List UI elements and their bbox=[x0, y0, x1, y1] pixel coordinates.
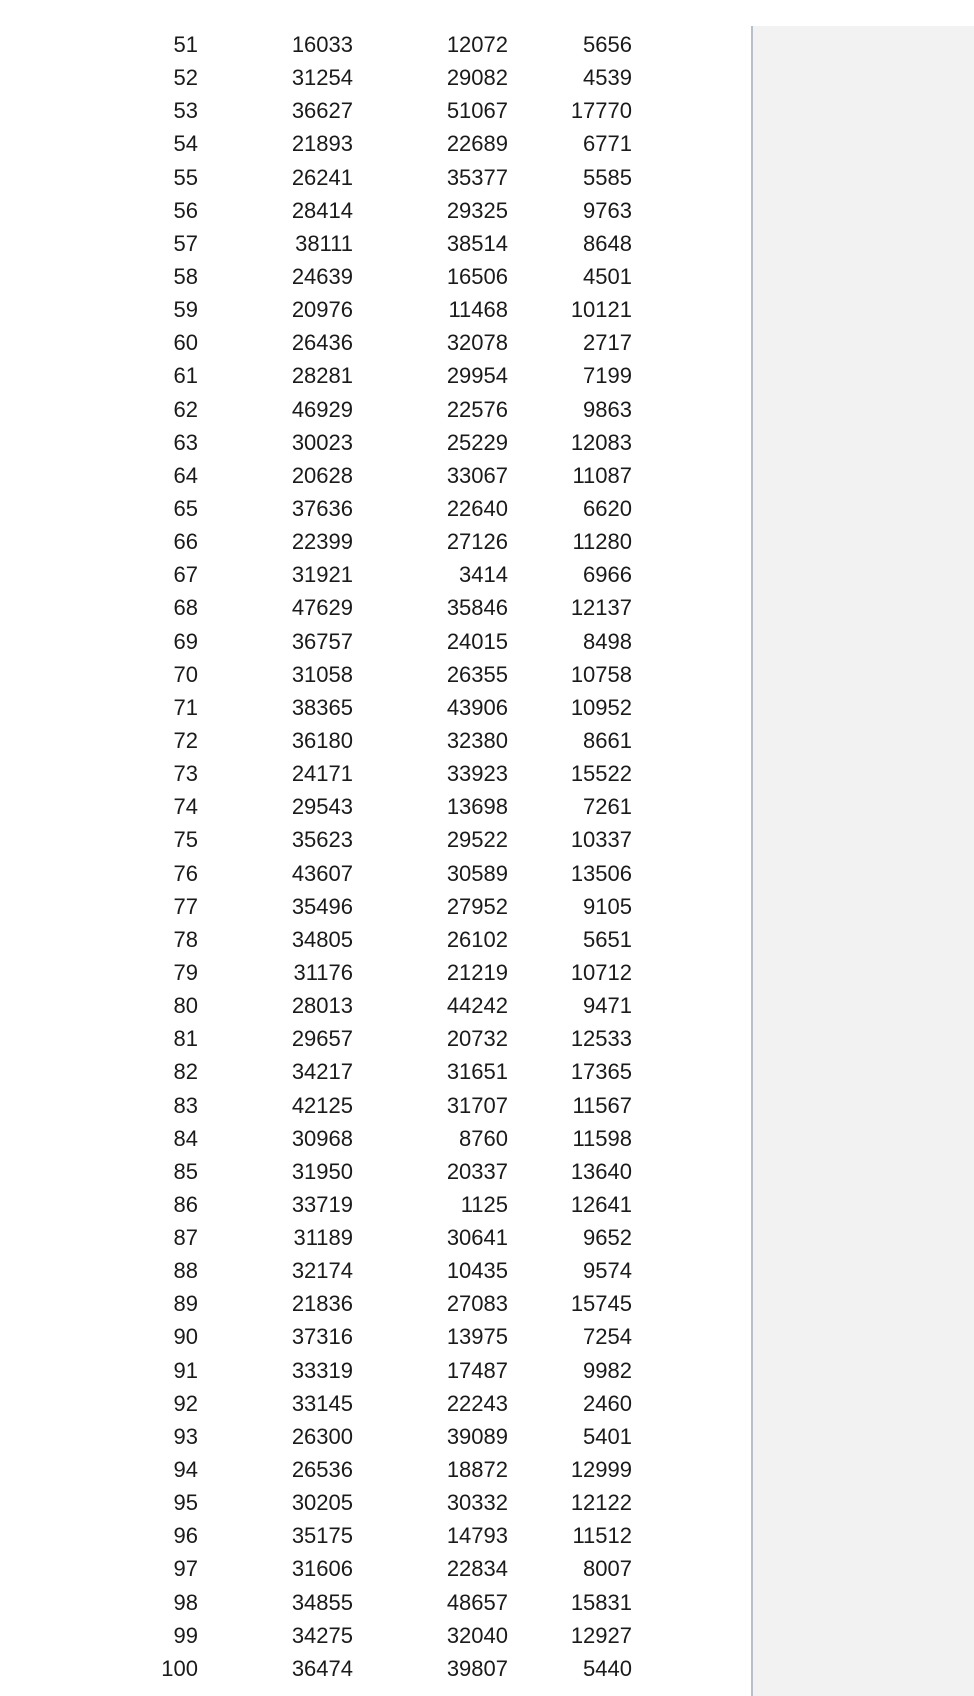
value-cell-2: 32078 bbox=[446, 330, 508, 356]
value-cell-1: 37316 bbox=[291, 1324, 353, 1350]
value-cell-3: 10337 bbox=[570, 827, 632, 853]
row-number-cell: 62 bbox=[173, 396, 198, 422]
value-cell-2: 11468 bbox=[448, 297, 508, 323]
row-number-cell: 90 bbox=[173, 1324, 198, 1350]
table-row bbox=[0, 724, 750, 757]
table-row bbox=[0, 393, 750, 426]
value-cell-3: 8007 bbox=[583, 1556, 632, 1582]
value-cell-2: 14793 bbox=[446, 1523, 508, 1549]
table-row bbox=[0, 260, 750, 293]
value-cell-2: 25229 bbox=[446, 429, 508, 455]
table-row bbox=[0, 94, 750, 127]
value-cell-3: 17365 bbox=[570, 1059, 632, 1085]
value-cell-2: 1125 bbox=[460, 1191, 508, 1217]
table-row bbox=[0, 923, 750, 956]
value-cell-2: 27083 bbox=[446, 1291, 508, 1317]
value-cell-3: 9652 bbox=[583, 1225, 632, 1251]
value-cell-2: 8760 bbox=[459, 1125, 508, 1151]
table-row bbox=[0, 161, 750, 194]
value-cell-1: 38111 bbox=[295, 230, 353, 256]
value-cell-2: 32040 bbox=[446, 1622, 508, 1648]
table-row bbox=[0, 857, 750, 890]
row-number-cell: 51 bbox=[173, 32, 198, 57]
table-row bbox=[0, 890, 750, 923]
table-row bbox=[0, 1089, 750, 1122]
value-cell-1: 31176 bbox=[293, 959, 353, 985]
table-row bbox=[0, 61, 750, 94]
table-row bbox=[0, 359, 750, 392]
row-number-cell: 73 bbox=[173, 761, 198, 787]
value-cell-1: 34217 bbox=[291, 1059, 353, 1085]
value-cell-1: 30968 bbox=[291, 1125, 353, 1151]
value-cell-3: 13506 bbox=[570, 860, 632, 886]
value-cell-2: 26355 bbox=[446, 661, 508, 687]
value-cell-3: 9574 bbox=[583, 1258, 632, 1284]
table-row bbox=[0, 625, 750, 658]
value-cell-3: 5656 bbox=[583, 32, 632, 57]
row-number-cell: 91 bbox=[173, 1357, 198, 1383]
value-cell-3: 15745 bbox=[570, 1291, 632, 1317]
value-cell-3: 17770 bbox=[570, 98, 632, 124]
table-row bbox=[0, 127, 750, 160]
data-table bbox=[0, 28, 750, 1685]
value-cell-1: 28414 bbox=[291, 197, 353, 223]
row-number-cell: 67 bbox=[173, 562, 198, 588]
value-cell-2: 44242 bbox=[446, 993, 508, 1019]
value-cell-1: 16033 bbox=[291, 32, 353, 57]
table-row bbox=[0, 1287, 750, 1320]
value-cell-2: 30332 bbox=[446, 1490, 508, 1516]
value-cell-2: 22689 bbox=[446, 131, 508, 157]
value-cell-3: 5651 bbox=[583, 926, 632, 952]
value-cell-3: 5401 bbox=[583, 1423, 632, 1449]
value-cell-1: 36180 bbox=[291, 727, 353, 753]
table-row bbox=[0, 790, 750, 823]
table-row bbox=[0, 558, 750, 591]
value-cell-3: 10121 bbox=[570, 297, 632, 323]
table-row bbox=[0, 492, 750, 525]
value-cell-1: 42125 bbox=[291, 1092, 353, 1118]
value-cell-3: 5440 bbox=[583, 1655, 632, 1681]
table-row bbox=[0, 1486, 750, 1519]
value-cell-2: 18872 bbox=[446, 1457, 508, 1483]
value-cell-3: 11087 bbox=[572, 462, 632, 488]
value-cell-3: 2717 bbox=[583, 330, 632, 356]
value-cell-1: 35623 bbox=[291, 827, 353, 853]
row-number-cell: 71 bbox=[173, 694, 198, 720]
table-row bbox=[0, 823, 750, 856]
value-cell-2: 31651 bbox=[446, 1059, 508, 1085]
value-cell-2: 22576 bbox=[446, 396, 508, 422]
value-cell-2: 20337 bbox=[446, 1158, 508, 1184]
value-cell-2: 39807 bbox=[446, 1655, 508, 1681]
value-cell-3: 12122 bbox=[570, 1490, 632, 1516]
value-cell-3: 6620 bbox=[583, 495, 632, 521]
row-number-cell: 95 bbox=[173, 1490, 198, 1516]
value-cell-3: 6966 bbox=[583, 562, 632, 588]
value-cell-2: 35377 bbox=[446, 164, 508, 190]
value-cell-1: 26536 bbox=[291, 1457, 353, 1483]
row-number-cell: 82 bbox=[173, 1059, 198, 1085]
row-number-cell: 70 bbox=[173, 661, 198, 687]
value-cell-2: 30589 bbox=[446, 860, 508, 886]
row-number-cell: 74 bbox=[173, 794, 198, 820]
value-cell-1: 31921 bbox=[291, 562, 353, 588]
table-row bbox=[0, 1387, 750, 1420]
value-cell-1: 29657 bbox=[291, 1026, 353, 1052]
value-cell-2: 13975 bbox=[446, 1324, 508, 1350]
value-cell-2: 29082 bbox=[446, 65, 508, 91]
value-cell-1: 31058 bbox=[291, 661, 353, 687]
value-cell-2: 17487 bbox=[446, 1357, 508, 1383]
value-cell-2: 30641 bbox=[446, 1225, 508, 1251]
value-cell-1: 36474 bbox=[291, 1655, 353, 1681]
table-row bbox=[0, 426, 750, 459]
value-cell-3: 7199 bbox=[583, 363, 632, 389]
row-number-cell: 64 bbox=[173, 462, 198, 488]
value-cell-3: 8648 bbox=[583, 230, 632, 256]
value-cell-3: 9982 bbox=[583, 1357, 632, 1383]
row-number-cell: 79 bbox=[173, 959, 198, 985]
value-cell-3: 8661 bbox=[583, 727, 632, 753]
value-cell-3: 9471 bbox=[583, 993, 632, 1019]
table-row bbox=[0, 658, 750, 691]
value-cell-2: 22243 bbox=[446, 1390, 508, 1416]
table-row bbox=[0, 525, 750, 558]
table-row bbox=[0, 1354, 750, 1387]
value-cell-3: 6771 bbox=[583, 131, 632, 157]
value-cell-1: 38365 bbox=[291, 694, 353, 720]
table-row bbox=[0, 227, 750, 260]
table-row bbox=[0, 1254, 750, 1287]
value-cell-2: 3414 bbox=[459, 562, 508, 588]
row-number-cell: 75 bbox=[173, 827, 198, 853]
row-number-cell: 63 bbox=[173, 429, 198, 455]
value-cell-3: 10712 bbox=[570, 959, 632, 985]
value-cell-2: 29325 bbox=[446, 197, 508, 223]
value-cell-2: 32380 bbox=[446, 727, 508, 753]
table-row bbox=[0, 1420, 750, 1453]
value-cell-2: 38514 bbox=[446, 230, 508, 256]
row-number-cell: 84 bbox=[173, 1125, 198, 1151]
table-row bbox=[0, 591, 750, 624]
value-cell-1: 28013 bbox=[291, 993, 353, 1019]
value-cell-3: 12137 bbox=[570, 595, 632, 621]
row-number-cell: 93 bbox=[173, 1423, 198, 1449]
table-row bbox=[0, 326, 750, 359]
value-cell-2: 27952 bbox=[446, 893, 508, 919]
table-row bbox=[0, 1652, 750, 1685]
value-cell-1: 20976 bbox=[291, 297, 353, 323]
table-row bbox=[0, 1320, 750, 1353]
row-number-cell: 57 bbox=[173, 230, 198, 256]
table-row bbox=[0, 1586, 750, 1619]
table-row bbox=[0, 691, 750, 724]
value-cell-2: 12072 bbox=[446, 32, 508, 57]
value-cell-3: 4501 bbox=[583, 263, 632, 289]
value-cell-1: 30023 bbox=[291, 429, 353, 455]
row-number-cell: 66 bbox=[173, 529, 198, 555]
value-cell-1: 26241 bbox=[291, 164, 353, 190]
row-number-cell: 61 bbox=[173, 363, 198, 389]
table-row bbox=[0, 989, 750, 1022]
value-cell-1: 33719 bbox=[291, 1191, 353, 1217]
table-row bbox=[0, 194, 750, 227]
value-cell-2: 27126 bbox=[446, 529, 508, 555]
value-cell-2: 43906 bbox=[446, 694, 508, 720]
value-cell-3: 2460 bbox=[583, 1390, 632, 1416]
row-number-cell: 97 bbox=[173, 1556, 198, 1582]
value-cell-1: 37636 bbox=[291, 495, 353, 521]
value-cell-1: 33145 bbox=[291, 1390, 353, 1416]
value-cell-3: 11598 bbox=[572, 1125, 632, 1151]
table-row bbox=[0, 1155, 750, 1188]
value-cell-1: 34855 bbox=[291, 1589, 353, 1615]
value-cell-2: 35846 bbox=[446, 595, 508, 621]
table-row bbox=[0, 1022, 750, 1055]
row-number-cell: 76 bbox=[173, 860, 198, 886]
row-number-cell: 56 bbox=[173, 197, 198, 223]
table-row bbox=[0, 1619, 750, 1652]
row-number-cell: 77 bbox=[173, 893, 198, 919]
value-cell-3: 12083 bbox=[570, 429, 632, 455]
table-row bbox=[0, 1552, 750, 1585]
table-row bbox=[0, 1188, 750, 1221]
table-row bbox=[0, 1122, 750, 1155]
value-cell-2: 48657 bbox=[446, 1589, 508, 1615]
row-number-cell: 78 bbox=[173, 926, 198, 952]
value-cell-3: 15831 bbox=[570, 1589, 632, 1615]
row-number-cell: 87 bbox=[173, 1225, 198, 1251]
value-cell-3: 9863 bbox=[583, 396, 632, 422]
row-number-cell: 98 bbox=[173, 1589, 198, 1615]
row-number-cell: 99 bbox=[173, 1622, 198, 1648]
value-cell-1: 46929 bbox=[291, 396, 353, 422]
value-cell-2: 13698 bbox=[446, 794, 508, 820]
row-number-cell: 54 bbox=[173, 131, 198, 157]
row-number-cell: 89 bbox=[173, 1291, 198, 1317]
value-cell-1: 32174 bbox=[291, 1258, 353, 1284]
value-cell-3: 10952 bbox=[570, 694, 632, 720]
row-number-cell: 65 bbox=[173, 495, 198, 521]
row-number-cell: 85 bbox=[173, 1158, 198, 1184]
row-number-cell: 68 bbox=[173, 595, 198, 621]
value-cell-1: 34275 bbox=[291, 1622, 353, 1648]
value-cell-3: 7261 bbox=[583, 794, 632, 820]
value-cell-1: 30205 bbox=[291, 1490, 353, 1516]
table-row bbox=[0, 1519, 750, 1552]
row-number-cell: 60 bbox=[173, 330, 198, 356]
value-cell-1: 28281 bbox=[291, 363, 353, 389]
value-cell-1: 31606 bbox=[291, 1556, 353, 1582]
value-cell-2: 21219 bbox=[446, 959, 508, 985]
row-number-cell: 81 bbox=[173, 1026, 198, 1052]
value-cell-1: 33319 bbox=[291, 1357, 353, 1383]
value-cell-3: 9105 bbox=[583, 893, 632, 919]
row-number-cell: 83 bbox=[173, 1092, 198, 1118]
value-cell-1: 26436 bbox=[291, 330, 353, 356]
value-cell-2: 16506 bbox=[446, 263, 508, 289]
value-cell-1: 47629 bbox=[291, 595, 353, 621]
value-cell-1: 35175 bbox=[291, 1523, 353, 1549]
value-cell-3: 12999 bbox=[570, 1457, 632, 1483]
value-cell-3: 15522 bbox=[570, 761, 632, 787]
value-cell-1: 31189 bbox=[293, 1225, 353, 1251]
row-number-cell: 94 bbox=[173, 1457, 198, 1483]
table-row bbox=[0, 956, 750, 989]
value-cell-1: 31254 bbox=[291, 65, 353, 91]
value-cell-1: 43607 bbox=[291, 860, 353, 886]
value-cell-2: 24015 bbox=[446, 628, 508, 654]
value-cell-3: 11280 bbox=[572, 529, 632, 555]
table-row bbox=[0, 293, 750, 326]
value-cell-3: 7254 bbox=[583, 1324, 632, 1350]
value-cell-3: 11512 bbox=[572, 1523, 632, 1549]
row-number-cell: 80 bbox=[173, 993, 198, 1019]
value-cell-2: 29954 bbox=[446, 363, 508, 389]
value-cell-1: 21893 bbox=[291, 131, 353, 157]
row-number-cell: 86 bbox=[173, 1191, 198, 1217]
value-cell-2: 22640 bbox=[446, 495, 508, 521]
value-cell-1: 21836 bbox=[291, 1291, 353, 1317]
value-cell-2: 26102 bbox=[446, 926, 508, 952]
value-cell-2: 33067 bbox=[446, 462, 508, 488]
value-cell-3: 10758 bbox=[570, 661, 632, 687]
value-cell-2: 10435 bbox=[446, 1258, 508, 1284]
value-cell-2: 51067 bbox=[446, 98, 508, 124]
table-row bbox=[0, 1055, 750, 1088]
value-cell-3: 12533 bbox=[570, 1026, 632, 1052]
row-number-cell: 92 bbox=[173, 1390, 198, 1416]
row-number-cell: 69 bbox=[173, 628, 198, 654]
row-number-cell: 52 bbox=[173, 65, 198, 91]
value-cell-3: 12641 bbox=[570, 1191, 632, 1217]
value-cell-1: 29543 bbox=[291, 794, 353, 820]
value-cell-2: 31707 bbox=[446, 1092, 508, 1118]
value-cell-2: 29522 bbox=[446, 827, 508, 853]
value-cell-1: 31950 bbox=[291, 1158, 353, 1184]
value-cell-3: 12927 bbox=[570, 1622, 632, 1648]
value-cell-3: 5585 bbox=[583, 164, 632, 190]
side-panel bbox=[753, 26, 974, 1696]
table-row bbox=[0, 1453, 750, 1486]
row-number-cell: 88 bbox=[173, 1258, 198, 1284]
row-number-cell: 96 bbox=[173, 1523, 198, 1549]
table-row bbox=[0, 757, 750, 790]
value-cell-3: 9763 bbox=[583, 197, 632, 223]
value-cell-2: 22834 bbox=[446, 1556, 508, 1582]
table-row bbox=[0, 459, 750, 492]
row-number-cell: 55 bbox=[173, 164, 198, 190]
row-number-cell: 59 bbox=[173, 297, 198, 323]
value-cell-2: 39089 bbox=[446, 1423, 508, 1449]
value-cell-3: 13640 bbox=[570, 1158, 632, 1184]
value-cell-1: 22399 bbox=[291, 529, 353, 555]
value-cell-1: 35496 bbox=[291, 893, 353, 919]
row-number-cell: 58 bbox=[173, 263, 198, 289]
value-cell-1: 36627 bbox=[291, 98, 353, 124]
value-cell-2: 33923 bbox=[446, 761, 508, 787]
value-cell-1: 34805 bbox=[291, 926, 353, 952]
value-cell-1: 24171 bbox=[291, 761, 353, 787]
value-cell-1: 26300 bbox=[291, 1423, 353, 1449]
value-cell-1: 20628 bbox=[291, 462, 353, 488]
value-cell-3: 11567 bbox=[572, 1092, 632, 1118]
row-number-cell: 100 bbox=[161, 1655, 198, 1681]
value-cell-1: 36757 bbox=[291, 628, 353, 654]
table-row bbox=[0, 1221, 750, 1254]
value-cell-2: 20732 bbox=[446, 1026, 508, 1052]
row-number-cell: 53 bbox=[173, 98, 198, 124]
value-cell-3: 4539 bbox=[583, 65, 632, 91]
row-number-cell: 72 bbox=[173, 727, 198, 753]
value-cell-1: 24639 bbox=[291, 263, 353, 289]
table-row bbox=[0, 28, 750, 61]
value-cell-3: 8498 bbox=[583, 628, 632, 654]
